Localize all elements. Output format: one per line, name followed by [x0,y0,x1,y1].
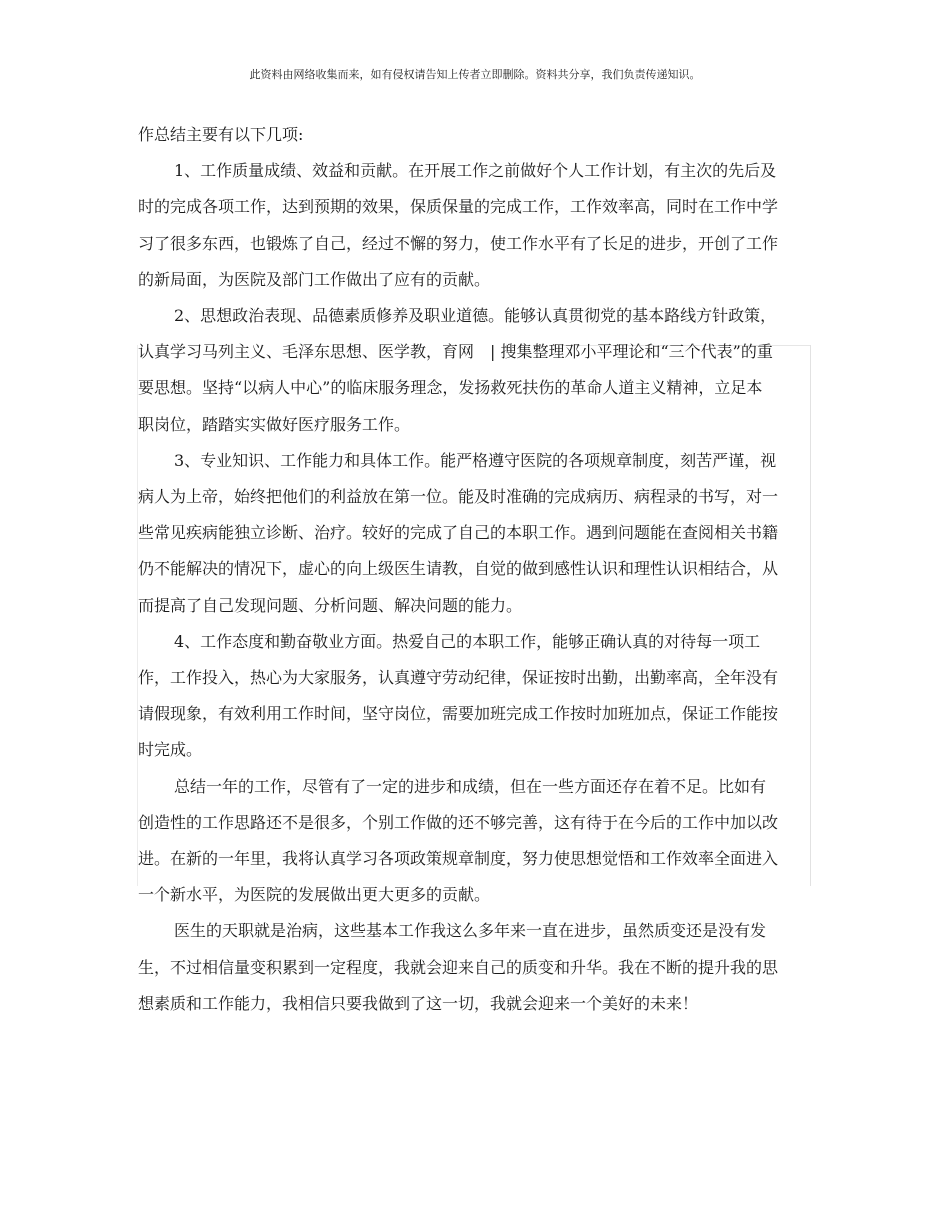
intro-line: 作总结主要有以下几项: [138,125,304,144]
paragraph-professional-ability: 3、专业知识、工作能力和具体工作。能严格遵守医院的各项规章制度，刻苦严谨，视病人为上帝，始终把他们的利益放在第一位。能及时准确的完成病历、病程录的书写，对一些常见疾病能独立诊断、治疗。较好的完成了自己的本职工作。遇到问题能在查阅相关书籍仍不能解决的情况下，虚心的向上级医生请教，自觉的做到感性认识和理性认识相结合，从而提高了自己发现问题、分析问题、解决问题的能力。 [138,450,779,615]
document-body [138,117,778,1022]
header-note: 此资料由网络收集而来，如有侵权请告知上传者立即删除。资料共分享，我们负责传递知识。 [249,68,701,81]
paragraph-year-summary: 总结一年的工作，尽管有了一定的进步和成绩，但在一些方面还存在着不足。比如有创造性的工作思路还不是很多，个别工作做的还不够完善，这有待于在今后的工作中加以改进。在新的一年里，我将认真学习各项政策规章制度，努力使思想觉悟和工作效率全面进入一个新水平，为医院的发展做出更大更多的贡献。 [138,776,779,905]
paragraph-work-attitude: 4、工作态度和勤奋敬业方面。热爱自己的本职工作，能够正确认真的对待每一项工作，工作投入，热心为大家服务，认真遵守劳动纪律，保证按时出勤，出勤率高，全年没有请假现象，有效利用工作时间，坚守岗位，需要加班完成工作按时加班加点，保证工作能按时完成。 [138,631,779,760]
paragraph-work-quality: 1、工作质量成绩、效益和贡献。在开展工作之前做好个人工作计划，有主次的先后及时的完成各项工作，达到预期的效果，保质保量的完成工作，工作效率高，同时在工作中学习了很多东西，也锻炼了自己，经过不懈的努力，使工作水平有了长足的进步，开创了工作的新局面，为医院及部门工作做出了应有的贡献。 [138,161,779,289]
paragraph-political-performance: 2、思想政治表现、品德素质修养及职业道德。能够认真贯彻党的基本路线方针政策，认真学习马列主义、毛泽东思想、医学教，育网 | 搜集整理邓小平理论和“三个代表”的重要思想。坚持“以病人中心”的临床服务理念，发扬救死扶伤的革命人道主义精神，立足本职岗位，踏踏实实做好医疗服务工作。 [138,306,777,434]
paragraph-closing: 医生的天职就是治病，这些基本工作我这么多年来一直在进步，虽然质变还是没有发生，不过相信量变积累到一定程度，我就会迎来自己的质变和升华。我在不断的提升我的思想素质和工作能力，我相信只要我做到了这一切，我就会迎来一个美好的未来！ [138,921,779,1013]
